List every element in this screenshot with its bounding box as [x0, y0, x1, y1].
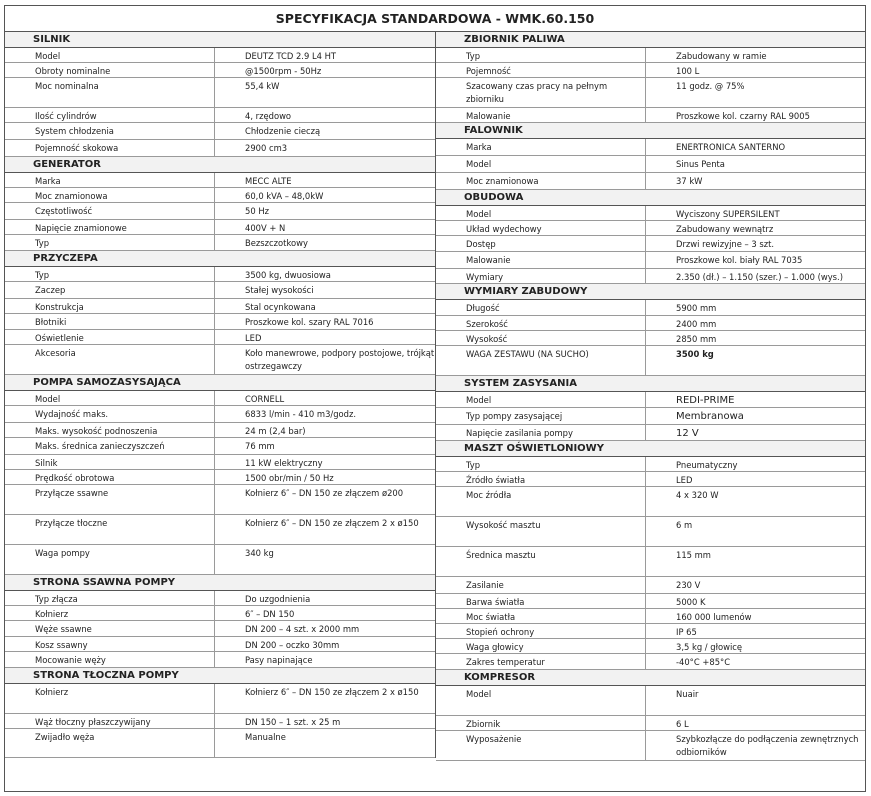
spec-value: 340 kg	[245, 548, 274, 558]
spec-label: Typ	[5, 267, 215, 281]
spec-row	[5, 235, 435, 251]
spec-label: WAGA ZESTAWU (NA SUCHO)	[436, 346, 646, 375]
spec-value: @1500rpm - 50Hz	[245, 66, 322, 76]
spec-row	[5, 108, 435, 123]
spec-label: Malowanie	[436, 252, 646, 268]
spec-label: Napięcie znamionowe	[5, 220, 215, 234]
spec-label: Silnik	[5, 455, 215, 469]
spec-value: LED	[676, 475, 693, 485]
spec-row	[5, 591, 435, 606]
spec-row	[5, 330, 435, 345]
spec-value: 76 mm	[245, 441, 275, 451]
spec-row	[436, 173, 865, 190]
spec-row	[436, 206, 865, 221]
spec-value: -40°C +85°C	[676, 657, 731, 667]
spec-row	[5, 188, 435, 203]
spec-value: 400V + N	[245, 223, 286, 233]
spec-row	[436, 654, 865, 670]
spec-row	[5, 78, 435, 108]
spec-value: Szybkozłącze do podłączenia zewnętrznych odbiorników	[676, 734, 859, 757]
spec-row	[5, 345, 435, 375]
spec-value: 11 godz. @ 75%	[676, 81, 745, 91]
spec-label: Wyposażenie	[436, 731, 646, 760]
spec-row	[5, 652, 435, 668]
spec-label: Maks. wysokość podnoszenia	[5, 423, 215, 437]
spec-label: Akcesoria	[5, 345, 215, 374]
spec-label: Przyłącze ssawne	[5, 485, 215, 514]
spec-label: Typ pompy zasysającej	[436, 408, 646, 424]
spec-row	[436, 316, 865, 331]
spec-row	[5, 140, 435, 157]
spec-value: 160 000 lumenów	[676, 612, 752, 622]
spec-value: DN 150 – 1 szt. x 25 m	[245, 717, 341, 727]
spec-label: Układ wydechowy	[436, 221, 646, 235]
spec-row	[5, 606, 435, 621]
spec-row	[5, 267, 435, 282]
spec-row	[436, 517, 865, 547]
spec-label: Typ	[5, 235, 215, 250]
spec-row	[436, 139, 865, 156]
spec-row	[5, 123, 435, 140]
spec-row	[5, 423, 435, 438]
spec-row	[5, 637, 435, 652]
spec-value: 4 x 320 W	[676, 490, 719, 500]
spec-label: Szacowany czas pracy na pełnym zbiorniku	[436, 78, 646, 107]
spec-label: Barwa światła	[436, 594, 646, 608]
spec-row	[5, 299, 435, 314]
spec-value: Zabudowany wewnątrz	[676, 224, 774, 234]
spec-label: Stopień ochrony	[436, 624, 646, 638]
section-header-silnik: SILNIK	[5, 32, 435, 48]
spec-value: 4, rzędowo	[245, 111, 292, 121]
spec-value: 5900 mm	[676, 303, 717, 313]
spec-sheet	[4, 5, 866, 792]
spec-label: Ilość cylindrów	[5, 108, 215, 122]
spec-row	[5, 314, 435, 330]
spec-label: Kosz ssawny	[5, 637, 215, 651]
spec-value: DEUTZ TCD 2.9 L4 HT	[245, 51, 337, 61]
spec-row	[436, 731, 865, 761]
spec-label: Źródło światła	[436, 472, 646, 486]
spec-value: 6 m	[676, 520, 693, 530]
spec-row	[436, 48, 865, 63]
spec-label: Konstrukcja	[5, 299, 215, 313]
spec-value: CORNELL	[245, 394, 285, 404]
spec-row	[436, 236, 865, 252]
spec-label: Oświetlenie	[5, 330, 215, 344]
spec-row	[436, 300, 865, 316]
spec-row	[436, 331, 865, 346]
spec-value: ENERTRONICA SANTERNO	[676, 142, 786, 152]
spec-label: Typ	[436, 457, 646, 471]
spec-label: Częstotliwość	[5, 203, 215, 219]
spec-value: 50 Hz	[245, 206, 270, 216]
spec-row	[436, 639, 865, 654]
spec-value: 37 kW	[676, 176, 703, 186]
section-header-system-zasysania: SYSTEM ZASYSANIA	[436, 376, 865, 392]
spec-value: Drzwi rewizyjne – 3 szt.	[676, 239, 775, 249]
spec-row	[5, 545, 435, 575]
spec-label: Waga głowicy	[436, 639, 646, 653]
section-header-pompa-samozasysajaca: POMPA SAMOZASYSAJĄCA	[5, 375, 435, 391]
spec-label: Model	[5, 48, 215, 62]
spec-value: 3,5 kg / głowicę	[676, 642, 743, 652]
spec-label: Kołnierz	[5, 606, 215, 620]
spec-row	[436, 624, 865, 639]
spec-label: Pojemność	[436, 63, 646, 77]
spec-row	[436, 609, 865, 624]
spec-value: MECC ALTE	[245, 176, 292, 186]
spec-value: Kołnierz 6″ – DN 150 ze złączem ø200	[245, 488, 404, 498]
spec-label: Zwijadło węża	[5, 729, 215, 757]
spec-label: Model	[436, 392, 646, 407]
spec-row	[436, 472, 865, 487]
spec-row	[436, 392, 865, 408]
section-header-kompresor: KOMPRESOR	[436, 670, 865, 686]
spec-row	[436, 63, 865, 78]
spec-label: Zasilanie	[436, 577, 646, 593]
spec-row	[5, 282, 435, 299]
spec-value: DN 200 – 4 szt. x 2000 mm	[245, 624, 360, 634]
section-header-zbiornik-paliwa: ZBIORNIK PALIWA	[436, 32, 865, 48]
spec-label: Pojemność skokowa	[5, 140, 215, 156]
spec-label: Moc nominalna	[5, 78, 215, 107]
spec-row	[5, 391, 435, 406]
spec-row	[5, 406, 435, 423]
spec-label: Moc światła	[436, 609, 646, 623]
spec-label: Model	[5, 391, 215, 405]
spec-value: Wyciszony SUPERSILENT	[676, 209, 780, 219]
spec-value: Kołnierz 6″ – DN 150 ze złączem 2 x ø150	[245, 687, 419, 697]
spec-row	[436, 487, 865, 517]
spec-row	[5, 684, 435, 714]
spec-label: Marka	[5, 173, 215, 187]
spec-row	[436, 78, 865, 108]
spec-label: Zbiornik	[436, 716, 646, 730]
spec-value: 5000 K	[676, 597, 706, 607]
page-title: SPECYFIKACJA STANDARDOWA - WMK.60.150	[5, 6, 865, 32]
spec-value: Stałej wysokości	[245, 285, 314, 295]
spec-row	[5, 470, 435, 485]
spec-label: Malowanie	[436, 108, 646, 122]
spec-row	[436, 457, 865, 472]
spec-label: Średnica masztu	[436, 547, 646, 576]
spec-label: Moc źródła	[436, 487, 646, 516]
spec-value: IP 65	[676, 627, 697, 637]
spec-label: Zaczep	[5, 282, 215, 298]
section-header-maszt-oswietloniowy: MASZT OŚWIETLONIOWY	[436, 441, 865, 457]
spec-value: 3500 kg	[676, 349, 714, 359]
spec-value: REDI-PRIME	[676, 395, 735, 406]
section-header-strona-tloczna-pompy: STRONA TŁOCZNA POMPY	[5, 668, 435, 684]
spec-row	[436, 594, 865, 609]
spec-value: 100 L	[676, 66, 700, 76]
section-header-wymiary-zabudowy: WYMIARY ZABUDOWY	[436, 284, 865, 300]
spec-row	[5, 203, 435, 220]
spec-label: Długość	[436, 300, 646, 315]
spec-value: 6833 l/min - 410 m3/godz.	[245, 409, 357, 419]
spec-value: Do uzgodnienia	[245, 594, 311, 604]
spec-value: Koło manewrowe, podpory postojowe, trójkąt ostrzegawczy	[245, 348, 435, 371]
spec-row	[5, 455, 435, 470]
spec-value: Bezszczotkowy	[245, 238, 308, 248]
left-column	[5, 32, 436, 758]
spec-value: Pneumatyczny	[676, 460, 738, 470]
spec-value: 2850 mm	[676, 334, 717, 344]
spec-value: 115 mm	[676, 550, 711, 560]
spec-value: LED	[245, 333, 262, 343]
spec-value: 2.350 (dł.) – 1.150 (szer.) – 1.000 (wys.)	[676, 272, 843, 282]
spec-label: Wysokość	[436, 331, 646, 345]
spec-value: 3500 kg, dwuosiowa	[245, 270, 331, 280]
spec-value: 24 m (2,4 bar)	[245, 426, 306, 436]
spec-row	[5, 515, 435, 545]
spec-label: Waga pompy	[5, 545, 215, 574]
spec-label: System chłodzenia	[5, 123, 215, 139]
spec-label: Model	[436, 686, 646, 715]
spec-value: Membranowa	[676, 411, 744, 422]
spec-row	[5, 485, 435, 515]
spec-value: 2400 mm	[676, 319, 717, 329]
spec-label: Przyłącze tłoczne	[5, 515, 215, 544]
spec-row	[5, 729, 435, 758]
spec-row	[436, 686, 865, 716]
spec-value: 60,0 kVA – 48,0kW	[245, 191, 324, 201]
spec-label: Wymiary	[436, 269, 646, 283]
spec-row	[436, 252, 865, 269]
spec-value: Proszkowe kol. czarny RAL 9005	[676, 111, 810, 121]
spec-value: Chłodzenie cieczą	[245, 126, 321, 136]
spec-value: Stal ocynkowana	[245, 302, 316, 312]
spec-row	[5, 48, 435, 63]
spec-label: Napięcie zasilania pompy	[436, 425, 646, 440]
spec-row	[436, 716, 865, 731]
spec-row	[436, 346, 865, 376]
section-header-przyczepa: PRZYCZEPA	[5, 251, 435, 267]
spec-row	[436, 408, 865, 425]
spec-value: Manualne	[245, 732, 286, 742]
section-header-strona-ssawna-pompy: STRONA SSAWNA POMPY	[5, 575, 435, 591]
spec-label: Typ	[436, 48, 646, 62]
spec-label: Dostęp	[436, 236, 646, 251]
spec-row	[436, 269, 865, 284]
spec-label: Moc znamionowa	[436, 173, 646, 189]
spec-row	[5, 173, 435, 188]
spec-row	[436, 425, 865, 441]
spec-row	[5, 220, 435, 235]
spec-label: Wysokość masztu	[436, 517, 646, 546]
spec-row	[5, 438, 435, 455]
spec-value: 12 V	[676, 428, 699, 439]
spec-label: Marka	[436, 139, 646, 155]
spec-value: 6 L	[676, 719, 689, 729]
spec-value: Pasy napinające	[245, 655, 313, 665]
spec-value: DN 200 – oczko 30mm	[245, 640, 340, 650]
spec-label: Prędkość obrotowa	[5, 470, 215, 484]
right-column	[436, 32, 865, 761]
spec-label: Moc znamionowa	[5, 188, 215, 202]
spec-label: Model	[436, 206, 646, 220]
spec-row	[5, 714, 435, 729]
spec-label: Typ złącza	[5, 591, 215, 605]
spec-label: Model	[436, 156, 646, 172]
spec-value: Proszkowe kol. szary RAL 7016	[245, 317, 374, 327]
spec-label: Wydajność maks.	[5, 406, 215, 422]
spec-value: 1500 obr/min / 50 Hz	[245, 473, 334, 483]
spec-value: 55,4 kW	[245, 81, 280, 91]
spec-value: Kołnierz 6″ – DN 150 ze złączem 2 x ø150	[245, 518, 419, 528]
spec-value: Zabudowany w ramie	[676, 51, 767, 61]
section-header-obudowa: OBUDOWA	[436, 190, 865, 206]
spec-label: Błotniki	[5, 314, 215, 329]
spec-row	[436, 156, 865, 173]
spec-label: Mocowanie węży	[5, 652, 215, 667]
spec-value: Proszkowe kol. biały RAL 7035	[676, 255, 803, 265]
spec-value: 11 kW elektryczny	[245, 458, 323, 468]
spec-label: Zakres temperatur	[436, 654, 646, 669]
spec-row	[436, 547, 865, 577]
spec-label: Obroty nominalne	[5, 63, 215, 77]
spec-label: Węże ssawne	[5, 621, 215, 636]
spec-row	[436, 577, 865, 594]
spec-label: Szerokość	[436, 316, 646, 330]
spec-row	[5, 63, 435, 78]
spec-value: 6″ – DN 150	[245, 609, 295, 619]
spec-value: Nuair	[676, 689, 699, 699]
spec-label: Maks. średnica zanieczyszczeń	[5, 438, 215, 454]
spec-value: 2900 cm3	[245, 143, 288, 153]
spec-value: 230 V	[676, 580, 701, 590]
section-header-falownik: FALOWNIK	[436, 123, 865, 139]
spec-row	[5, 621, 435, 637]
spec-row	[436, 108, 865, 123]
spec-value: Sinus Penta	[676, 159, 725, 169]
spec-row	[436, 221, 865, 236]
section-header-generator: GENERATOR	[5, 157, 435, 173]
spec-label: Wąż tłoczny płaszczywijany	[5, 714, 215, 728]
spec-label: Kołnierz	[5, 684, 215, 713]
